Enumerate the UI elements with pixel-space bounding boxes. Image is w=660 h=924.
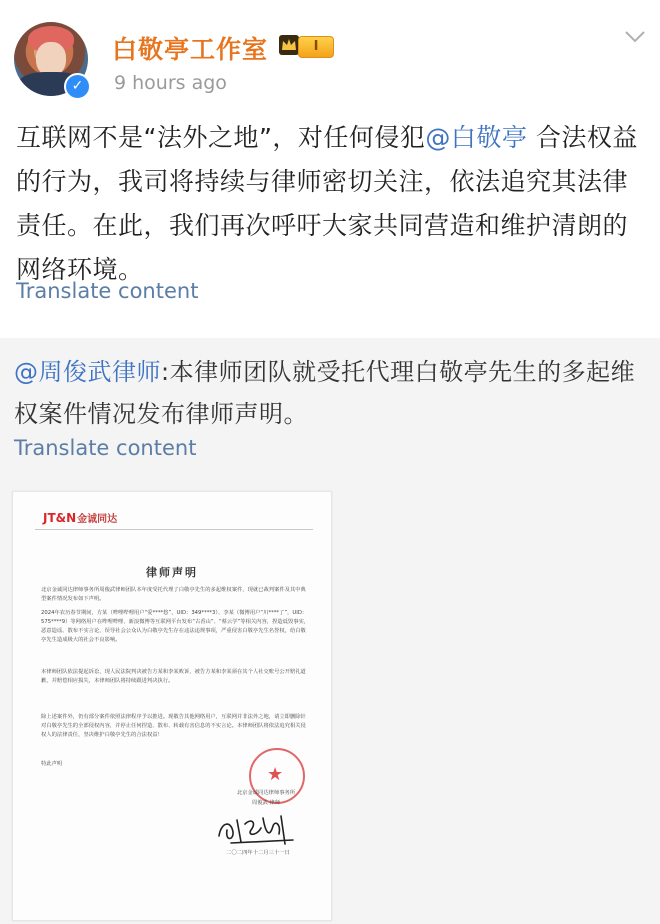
logo-jt: JT: [43, 511, 56, 525]
lawyer-name: 周俊武 律师: [251, 800, 281, 806]
statement-image[interactable]: [12, 491, 332, 921]
translate-content-link[interactable]: Translate content: [14, 436, 197, 460]
post-time: 9 hours ago: [114, 72, 227, 94]
verified-badge-icon: ✓: [64, 73, 91, 100]
statement-date: 二〇二四年十二月三十一日: [226, 850, 290, 856]
mention-link[interactable]: @白敬亭: [425, 123, 528, 152]
statement-title: 律师声明: [146, 566, 198, 579]
user-level-badge: I: [298, 36, 334, 58]
firm-logo: [43, 510, 117, 525]
logo-cn: 金诚同达: [77, 514, 118, 525]
statement-paragraph: 除上述案件外，仍有部分案件依照法律程序予以推进。现敬告其他网络用户，互联网并非法外之地，请立即删除针对白敬亭先生的全部侵权内容，并停止任何捏造、散布、转载有害信息的不实言论。本律师团队将依法追究相关侵权人的法律责任，坚决维护白敬亭先生的合法权益！: [41, 714, 306, 738]
username[interactable]: 白敬亭工作室: [112, 35, 269, 64]
avatar-face: [36, 42, 66, 76]
post-content: [16, 116, 646, 292]
statement-paragraph: 2024年农历春节期间，方某（哔哩哔哩用户“爱****悠”，UID：349****3）、李某（微博用户“川****了”，UID：575****9）等网络用户在哔哩哔哩、新浪微博等互联网平台发布“古香山”、“蔡云学”等相关内容，捏造诋毁事实，恶意造谣、散布不实言论，误导社会公众认为白敬亭先生存在违法违规事项，严重侵害白敬亭先生名誉权，给白敬亭先生造成极大的社会不良影响。: [41, 610, 310, 643]
handwritten-signature: [211, 810, 301, 850]
statement-closing: 特此声明: [41, 761, 63, 767]
logo-amp: &N: [55, 511, 77, 525]
weibo-post: [0, 0, 660, 338]
chevron-down-icon[interactable]: [624, 30, 646, 44]
repost-card[interactable]: [0, 338, 660, 924]
statement-paragraph: 本律师团队依法提起诉讼，现人民法院判决被告方某和李某败诉，被告方某和李某须在其个人社交账号公开赔礼道歉，并赔偿相应损失，本律师团队将持续跟进判决执行。: [41, 669, 306, 684]
translate-content-link[interactable]: Translate content: [16, 279, 199, 303]
red-star-stamp-icon: ★: [267, 764, 284, 785]
repost-mention-link[interactable]: @周俊武律师: [14, 358, 161, 386]
post-text-suffix: 合法权益的行为，我司将持续与律师密切关注，依法追究其法律责任。在此，我们再次呼吁大家共同营造和维护清朗的网络环境。: [16, 123, 638, 284]
post-text-prefix: 互联网不是“法外之地”，对任何侵犯: [16, 123, 426, 152]
firm-name: 北京金诚同达律师事务所: [236, 790, 296, 796]
crown-icon: [278, 34, 300, 56]
repost-text: [14, 351, 646, 435]
header-divider: [35, 529, 313, 530]
statement-paragraph: 北京金诚同达律师事务所周俊武律师团队本年度受托代理了白敬亭先生的多起维权案件，现就已裁判案件及其中典型案件情况发布如下声明。: [41, 587, 306, 602]
repost-body: :本律师团队就受托代理白敬亭先生的多起维权案件情况发布律师声明。: [14, 358, 636, 428]
